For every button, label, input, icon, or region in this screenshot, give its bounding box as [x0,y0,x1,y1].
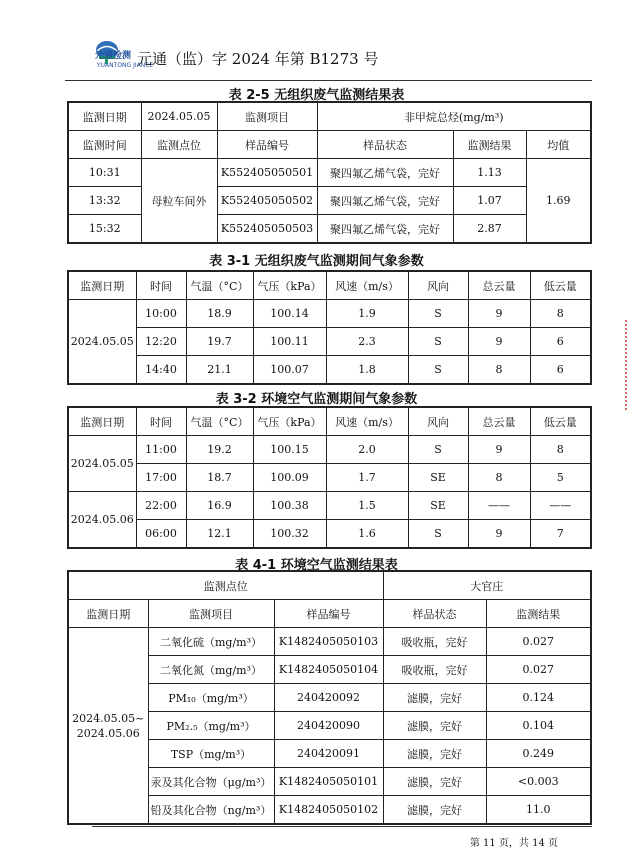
table-3-2-caption: 表 3-2 环境空气监测期间气象参数 [215,392,418,407]
cell: 滤膜，完好 [383,684,486,712]
cell: 2024.05.06 [68,492,136,549]
header-cell: 监测项目 [148,600,274,628]
cell: 19.7 [186,328,253,356]
cell: 8 [530,300,591,328]
header-cell: 均值 [526,131,591,159]
cell: SE [408,492,468,520]
table-row [68,464,591,492]
cell: 母粒车间外 [141,159,217,244]
table-row [68,271,591,300]
cell: 11:00 [136,436,186,464]
cell: 100.32 [253,520,326,549]
cell: 9 [468,436,530,464]
cell: 监测点位 [68,571,383,600]
table-row [68,300,591,328]
cell: 240420092 [274,684,383,712]
header-cell: 气压（kPa） [253,407,326,436]
header-cell: 低云量 [530,407,591,436]
cell: 滤膜，完好 [383,768,486,796]
cell: 二氧化硫（mg/m³） [148,628,274,656]
edge-stamp-mark [625,320,631,410]
table-row [68,131,591,159]
cell: 1.6 [326,520,408,549]
cell: 2.87 [453,215,526,244]
cell: 100.15 [253,436,326,464]
cell: K1482405050103 [274,628,383,656]
doc-id-text: 元通（监）字 2024 年第 B1273 号 [137,50,379,68]
cell: 1.7 [326,464,408,492]
table-2-5 [67,101,592,244]
table-row [68,436,591,464]
cell: 非甲烷总烃(mg/m³) [317,102,591,131]
header-cell: 监测结果 [453,131,526,159]
header-cell: 风速（m/s） [326,271,408,300]
cell: 2.3 [326,328,408,356]
header-cell: 监测时间 [68,131,141,159]
cell: 15:32 [68,215,141,244]
table-4-1-caption: 表 4-1 环境空气监测结果表 [235,558,398,573]
cell: 7 [530,520,591,549]
header-cell: 样品状态 [383,600,486,628]
cell: 监测日期 [68,102,141,131]
header-cell: 样品编号 [217,131,317,159]
page-header [95,38,595,78]
header-cell: 样品状态 [317,131,453,159]
table-4-1 [67,570,592,825]
cell: 聚四氟乙烯气袋，完好 [317,215,453,244]
cell: 铅及其化合物（ng/m³） [148,796,274,825]
cell: 17:00 [136,464,186,492]
cell: 22:00 [136,492,186,520]
header-cell: 总云量 [468,407,530,436]
cell: 8 [468,356,530,385]
cell: —— [530,492,591,520]
cell: S [408,300,468,328]
cell: 100.07 [253,356,326,385]
cell: 0.104 [486,712,591,740]
table-row [68,102,591,131]
cell: 9 [468,300,530,328]
cell: 100.09 [253,464,326,492]
cell: 11.0 [486,796,591,825]
cell: 1.13 [453,159,526,187]
header-cell: 监测日期 [68,600,148,628]
table-row [68,628,591,656]
cell: 聚四氟乙烯气袋，完好 [317,159,453,187]
cell: 聚四氟乙烯气袋，完好 [317,187,453,215]
header-cell: 气压（kPa） [253,271,326,300]
header-cell: 气温（°C） [186,407,253,436]
cell: 6 [530,356,591,385]
cell: 100.14 [253,300,326,328]
cell: K552405050503 [217,215,317,244]
cell: 1.5 [326,492,408,520]
table-row [68,600,591,628]
cell: K1482405050102 [274,796,383,825]
cell: 1.69 [526,159,591,244]
table-row [68,571,591,600]
cell: 10:31 [68,159,141,187]
cell: 0.027 [486,628,591,656]
cell: 2024.05.05 [68,300,136,385]
cell: <0.003 [486,768,591,796]
table-row [68,520,591,549]
cell: S [408,328,468,356]
table-row [68,159,591,187]
cell: 240420091 [274,740,383,768]
cell: 100.11 [253,328,326,356]
table-row [68,356,591,385]
cell: 9 [468,520,530,549]
date-cell [68,628,148,825]
footer-divider [92,826,592,827]
table-row [68,328,591,356]
cell: 大官庄 [383,571,591,600]
cell: 1.8 [326,356,408,385]
cell: 汞及其化合物（μg/m³） [148,768,274,796]
cell: SE [408,464,468,492]
cell: 二氧化氮（mg/m³） [148,656,274,684]
table-3-1-caption: 表 3-1 无组织废气监测期间气象参数 [209,254,424,269]
header-cell: 样品编号 [274,600,383,628]
table-3-2 [67,406,592,549]
cell: 1.07 [453,187,526,215]
table-row [68,407,591,436]
cell: S [408,436,468,464]
header-cell: 低云量 [530,271,591,300]
table-3-1 [67,270,592,385]
header-divider [65,80,592,81]
header-cell: 监测日期 [68,407,136,436]
header-cell: 总云量 [468,271,530,300]
cell: 2.0 [326,436,408,464]
cell: 18.9 [186,300,253,328]
cell: 16.9 [186,492,253,520]
cell: 吸收瓶，完好 [383,628,486,656]
cell: PM₁₀（mg/m³） [148,684,274,712]
cell: 12.1 [186,520,253,549]
cell: K1482405050101 [274,768,383,796]
cell: 19.2 [186,436,253,464]
cell: K552405050501 [217,159,317,187]
cell: 0.249 [486,740,591,768]
cell: K1482405050104 [274,656,383,684]
header-cell: 监测结果 [486,600,591,628]
cell: 240420090 [274,712,383,740]
logo-subtext: YUANTONG JIANCE [97,62,154,69]
cell: 2024.05.05 [68,436,136,492]
header-cell: 监测点位 [141,131,217,159]
cell: S [408,520,468,549]
cell: 滤膜，完好 [383,796,486,825]
cell: 100.38 [253,492,326,520]
date-line-1: 2024.05.05~ [72,711,145,725]
cell: 13:32 [68,187,141,215]
cell: 06:00 [136,520,186,549]
cell: K552405050502 [217,187,317,215]
cell: 6 [530,328,591,356]
cell: 9 [468,328,530,356]
header-cell: 监测日期 [68,271,136,300]
cell: 5 [530,464,591,492]
cell: 吸收瓶，完好 [383,656,486,684]
cell: 8 [468,464,530,492]
cell: —— [468,492,530,520]
header-cell: 风速（m/s） [326,407,408,436]
date-line-2: 2024.05.06 [76,726,140,740]
cell: 10:00 [136,300,186,328]
header-cell: 风向 [408,407,468,436]
cell: 滤膜，完好 [383,712,486,740]
logo-cn: 元通检测 [95,51,132,61]
cell: PM₂.₅（mg/m³） [148,712,274,740]
cell: 滤膜，完好 [383,740,486,768]
cell: 0.124 [486,684,591,712]
cell: 14:40 [136,356,186,385]
header-cell: 气温（°C） [186,271,253,300]
page-number: 第 11 页，共 14 页 [469,838,558,849]
header-cell: 时间 [136,407,186,436]
cell: S [408,356,468,385]
header-cell: 风向 [408,271,468,300]
cell: 21.1 [186,356,253,385]
cell: TSP（mg/m³） [148,740,274,768]
table-2-5-caption: 表 2-5 无组织废气监测结果表 [228,88,405,103]
cell: 1.9 [326,300,408,328]
cell: 0.027 [486,656,591,684]
header-cell: 时间 [136,271,186,300]
cell: 18.7 [186,464,253,492]
cell: 监测项目 [217,102,317,131]
cell: 2024.05.05 [141,102,217,131]
table-row [68,492,591,520]
cell: 8 [530,436,591,464]
cell: 12:20 [136,328,186,356]
